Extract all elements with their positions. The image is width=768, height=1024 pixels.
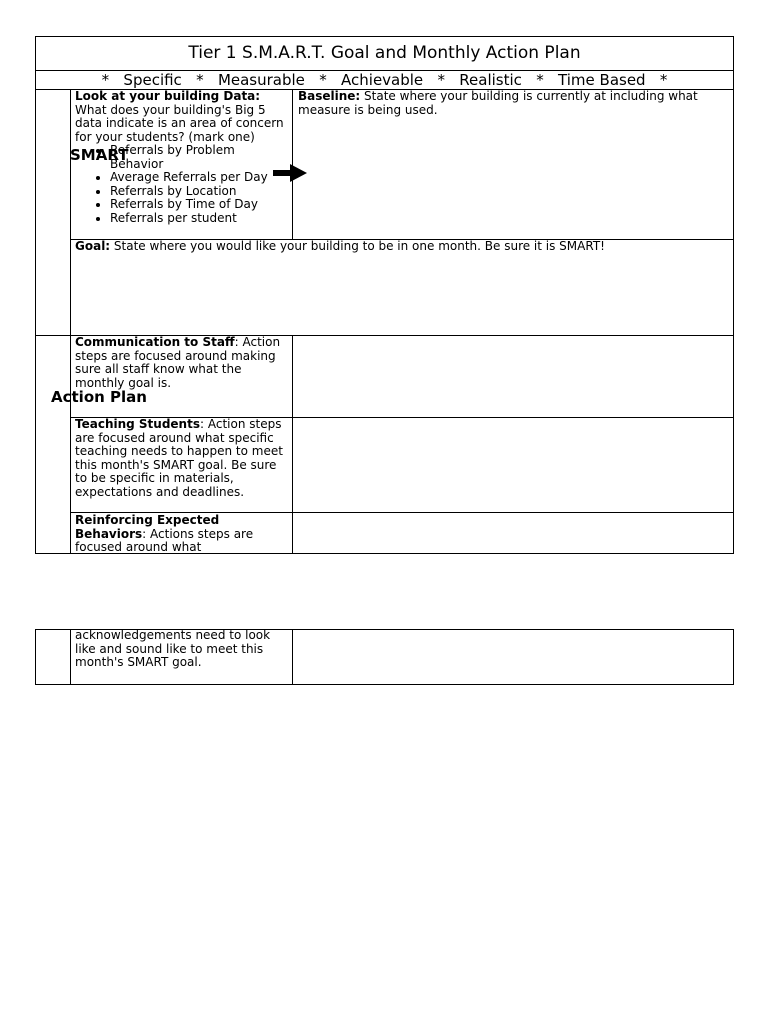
communication-heading: Communication to Staff: [75, 335, 235, 349]
teaching-heading: Teaching Students: [75, 417, 200, 431]
smart-criteria-row: [36, 71, 733, 89]
reinforcing-text: : Actions steps are focused around what: [75, 526, 254, 554]
smart-side-label: SMART: [70, 146, 129, 164]
star-glyph: *: [659, 71, 668, 89]
teaching-cell: [75, 418, 287, 499]
right-arrow-icon: [272, 163, 308, 183]
criterion-time-based: Time Based: [558, 71, 646, 89]
reinforcing-cell: [75, 514, 287, 555]
star-glyph: *: [319, 71, 327, 89]
criterion-specific: Specific: [123, 71, 182, 89]
baseline-text: State where your building is currently at including what measure is being used.: [298, 89, 698, 117]
teaching-text: : Action steps are focused around what specific teaching needs to happen to meet this month's SMART goal. Be sure to be specific in materials, expectations and deadlines.: [75, 417, 283, 499]
criterion-realistic: Realistic: [459, 71, 522, 89]
look-heading: Look at your building Data:: [75, 89, 261, 103]
baseline-heading: Baseline:: [298, 89, 361, 103]
reinforcing-response-field[interactable]: [293, 513, 733, 553]
reinforcing-continued-response-field[interactable]: [293, 630, 733, 684]
page-title: Tier 1 S.M.A.R.T. Goal and Monthly Action Plan: [188, 43, 581, 63]
communication-cell: [75, 336, 287, 390]
list-item[interactable]: • Average Referrals per Day: [110, 171, 290, 185]
list-item[interactable]: • Referrals by Problem Behavior: [110, 144, 290, 171]
star-glyph: *: [101, 71, 110, 89]
star-glyph: *: [196, 71, 204, 89]
criterion-achievable: Achievable: [341, 71, 424, 89]
goal-cell: [75, 240, 730, 254]
reinforcing-continued-cell: acknowledgements need to look like and sound like to meet this month's SMART goal.: [75, 628, 271, 669]
star-glyph: *: [536, 71, 544, 89]
look-at-data-cell: [75, 90, 290, 225]
baseline-cell: [298, 90, 728, 117]
reinforcing-heading: Reinforcing Expected Behaviors: [75, 513, 220, 541]
goal-text: State where you would like your building to be in one month. Be sure it is SMART!: [110, 239, 605, 253]
list-item[interactable]: • Referrals per student: [110, 212, 290, 226]
list-item[interactable]: • Referrals by Time of Day: [110, 198, 290, 212]
goal-heading: Goal:: [75, 239, 111, 253]
action-plan-side-label: Action Plan: [51, 388, 147, 406]
communication-text: : Action steps are focused around making sure all staff know what the monthly goal is.: [75, 335, 281, 390]
look-text: What does your building's Big 5 data indicate is an area of concern for your students? (mark one): [75, 102, 284, 144]
communication-response-field[interactable]: [293, 336, 733, 417]
star-glyph: *: [437, 71, 445, 89]
list-item[interactable]: • Referrals by Location: [110, 185, 290, 199]
data-options-list: [75, 144, 290, 225]
teaching-response-field[interactable]: [293, 418, 733, 512]
criterion-measurable: Measurable: [217, 71, 305, 89]
